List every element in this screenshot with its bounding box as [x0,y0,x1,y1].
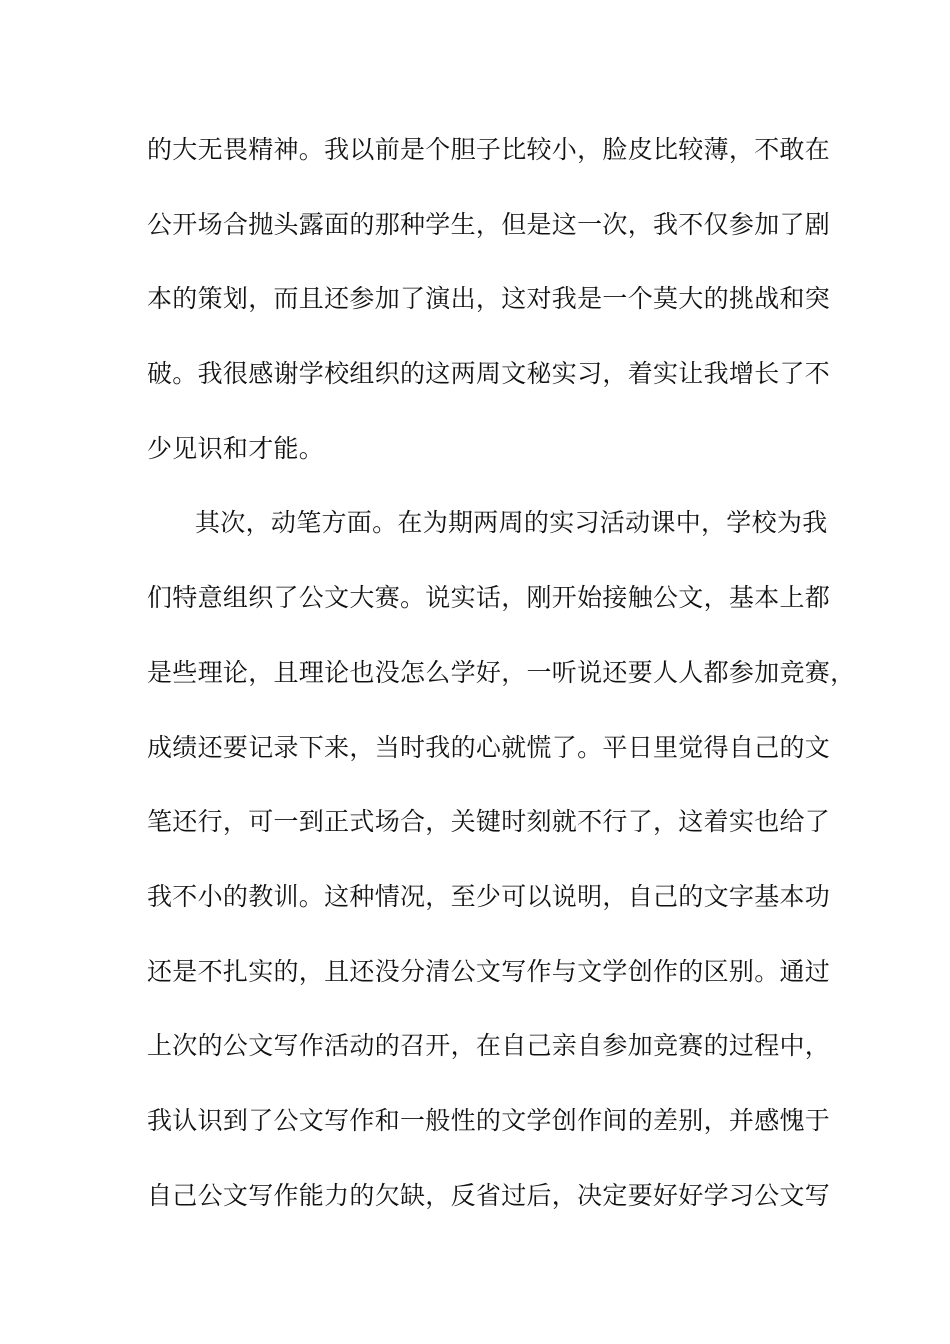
text-line: 成绩还要记录下来，当时我的心就慌了。平日里觉得自己的文 [147,732,831,762]
text-line: 笔还行，可一到正式场合，关键时刻就不行了，这着实也给了 [147,807,831,837]
text-line: 的大无畏精神。我以前是个胆子比较小，脸皮比较薄，不敢在 [147,135,831,164]
text-line: 们特意组织了公文大赛。说实话，刚开始接触公文，基本上都 [147,583,831,613]
body-text [147,130,856,1250]
text-line: 还是不扎实的，且还没分清公文写作与文学创作的区别。通过 [147,956,831,986]
text-line: 上次的公文写作活动的召开，在自己亲自参加竞赛的过程中， [147,1031,831,1061]
text-line: 我不小的教训。这种情况，至少可以说明，自己的文字基本功 [147,881,831,911]
text-line: 少见识和才能。 [147,433,325,463]
text-line: 是些理论，且理论也没怎么学好，一听说还要人人都参加竞赛， [147,657,856,687]
text-line: 公开场合抛头露面的那种学生，但是这一次，我不仅参加了剧 [147,209,831,239]
text-line: 本的策划，而且还参加了演出，这对我是一个莫大的挑战和突 [147,284,831,314]
paragraph-start-line: 其次，动笔方面。在为期两周的实习活动课中，学校为我 [195,508,828,538]
text-line: 自己公文写作能力的欠缺，反省过后，决定要好好学习公文写 [147,1180,831,1210]
text-line: 我认识到了公文写作和一般性的文学创作间的差别，并感愧于 [147,1105,831,1135]
text-line: 破。我很感谢学校组织的这两周文秘实习，着实让我增长了不 [147,359,831,389]
